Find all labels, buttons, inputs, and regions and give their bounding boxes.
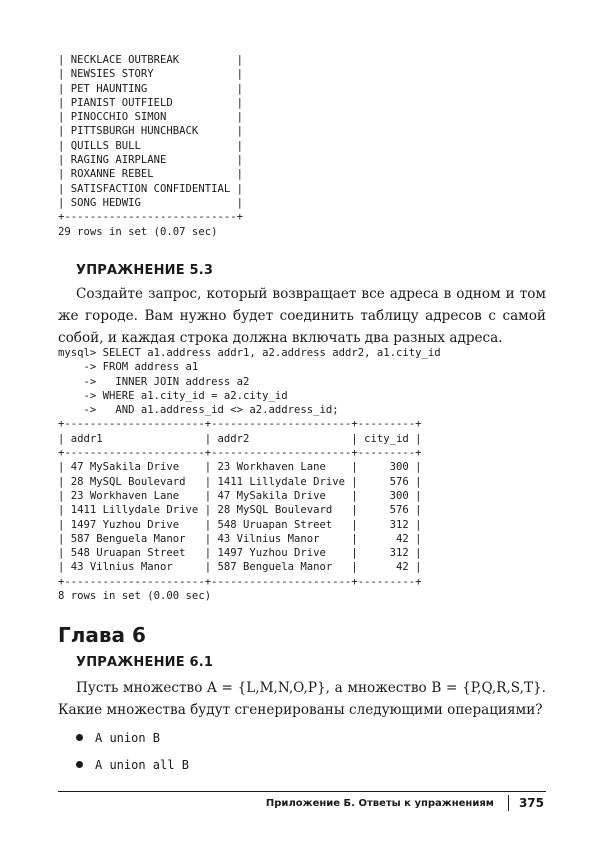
code-line: | RAGING AIRPLANE | [58,154,243,167]
code-line: 8 rows in set (0.00 sec) [58,590,212,603]
code-line: +----------------------+----------------------+---------+ [58,447,422,460]
bullet-text: A union all B [95,757,189,772]
code-line: | PIANIST OUTFIELD | [58,96,243,109]
code-line: +---------------------------+ [58,211,243,224]
bullet-icon [76,734,83,741]
code-line: | ROXANNE REBEL | [58,168,243,181]
footer-divider [58,791,546,792]
code-line: mysql> SELECT a1.address addr1, a2.address addr2, a1.city_id [58,347,441,359]
page-footer [266,795,544,811]
sql-query-and-result [58,346,441,603]
code-line: | 47 MySakila Drive | 23 Workhaven Lane | 300 | [58,461,422,474]
code-line: -> WHERE a1.city_id = a2.city_id [58,389,288,402]
code-line: -> FROM address a1 [58,361,199,374]
list-item [76,724,189,751]
code-line: | NECKLACE OUTBREAK | [58,54,243,66]
code-line: | QUILLS BULL | [58,139,243,152]
code-line: -> AND a1.address_id <> a2.address_id; [58,404,339,417]
exercise-5-3-text: Создайте запрос, который возвращает все адреса в одном и том же городе. Вам нужно будет соединить таблицу адресов с самой собой, и каждая строка должна включать два разных адреса. [58,286,546,346]
code-line: | PINOCCHIO SIMON | [58,111,243,124]
code-line: | NEWSIES STORY | [58,68,243,81]
code-line: | 23 Workhaven Lane | 47 MySakila Drive | 300 | [58,489,422,502]
bullet-text: A union B [95,730,161,745]
exercise-6-1-bullet-list [76,724,189,778]
exercise-5-3-heading: УПРАЖНЕНИЕ 5.3 [76,263,214,278]
list-item [76,751,189,778]
code-line: | 587 Benguela Manor | 43 Vilnius Manor | 42 | [58,532,422,545]
code-line: | SONG HEDWIG | [58,196,243,209]
code-line: | addr1 | addr2 | city_id | [58,432,422,445]
exercise-6-1-text: Пусть множество A = {L,M,N,O,P}, а множество B = {P,Q,R,S,T}. Какие множества будут сгенерированы следующими операциями? [58,680,546,718]
bullet-icon [76,761,83,768]
code-line: | 548 Uruapan Street | 1497 Yuzhou Drive | 312 | [58,547,422,560]
footer-separator [508,795,509,811]
code-line: 29 rows in set (0.07 sec) [58,225,218,238]
code-line: -> INNER JOIN address a2 [58,375,250,388]
code-line: | PET HAUNTING | [58,82,243,95]
exercise-6-1-heading: УПРАЖНЕНИЕ 6.1 [76,655,214,670]
code-line: | SATISFACTION CONFIDENTIAL | [58,182,243,195]
code-line: | PITTSBURGH HUNCHBACK | [58,125,243,138]
chapter-title: Глава 6 [58,623,146,647]
code-line: | 28 MySQL Boulevard | 1411 Lillydale Drive | 576 | [58,475,422,488]
code-line: +----------------------+----------------------+---------+ [58,575,422,588]
code-line: +----------------------+----------------------+---------+ [58,418,422,431]
code-line: | 1411 Lillydale Drive | 28 MySQL Boulevard | 576 | [58,504,422,517]
sql-output-top [58,53,243,239]
code-line: | 43 Vilnius Manor | 587 Benguela Manor | 42 | [58,561,422,574]
page-number: 375 [518,796,544,810]
code-line: | 1497 Yuzhou Drive | 548 Uruapan Street | 312 | [58,518,422,531]
footer-title: Приложение Б. Ответы к упражнениям [265,797,494,809]
